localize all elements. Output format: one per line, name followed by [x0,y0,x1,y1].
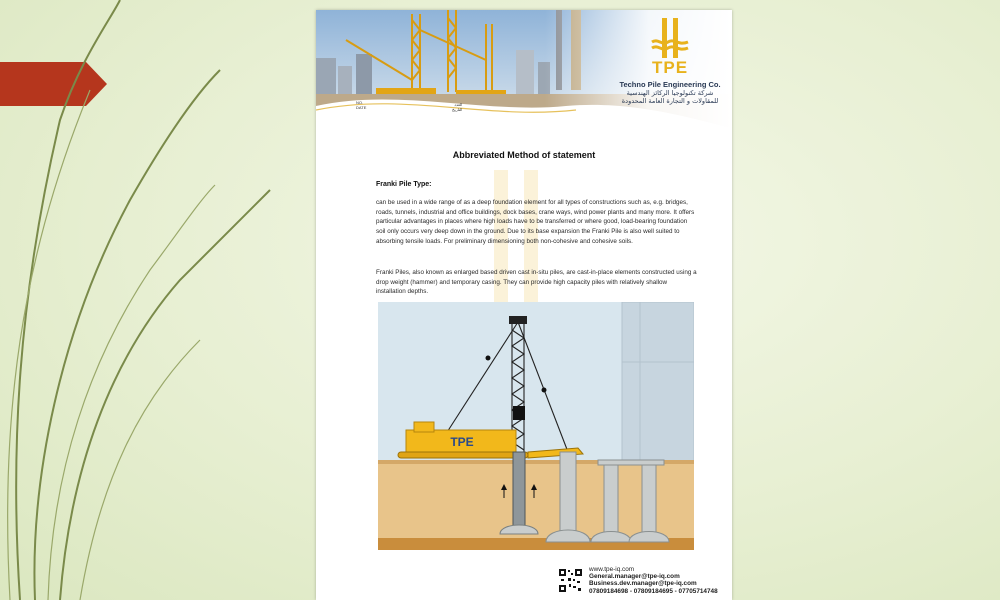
footer-contacts [589,566,718,595]
website-link[interactable]: www.tpe-iq.com [589,566,635,573]
qr-code-icon [559,569,582,592]
phone-numbers: 07809184698 - 07809184695 - 07705714748 [589,587,718,595]
no-label: NO. [356,100,364,105]
ar-no-label: العدد [454,102,463,107]
date-label: DATE [356,105,367,110]
paragraph-2: Franki Piles, also known as enlarged based driven cast in-situ piles, are cast-in-place elements constructed using a drop weight (hammer) and temporary casing. They can provide high capacity piles with relatively shallow installation depths. [376,269,697,296]
section-heading: Franki Pile Type: [376,181,432,188]
ar-date-label: التاريخ [452,107,463,112]
company-name-ar-line2: للمقاولات و التجارة العامة المحدودة [621,97,719,105]
logo-text: TPE [651,58,689,77]
meta-labels-ar [452,102,462,112]
company-name-ar-line1: شركة تكنولوجيا الركائز الهندسية [626,89,714,97]
decorative-vines [0,0,320,600]
paragraph-1: can be used in a wide range of as a deep foundation element for all types of constructions such as, e.g. bridges, roads, tunnels, industrial and office buildings, dock bases, crane ways, wind power plants and many more. It offers particular advantages in places where high loads have to be transferred or where good, load-bearing foundation soil only occurs very deep down in the ground. Due to its base expansion the Franki Pile is also well suited to absorbing tensile loads. For preliminary dimensioning both non-cohesive and cohesive soils. [376,199,695,245]
rig-label: TPE [450,435,474,449]
email-general-link[interactable]: General.manager@tpe-iq.com [589,573,680,581]
tpe-logo-icon [648,16,692,60]
document-title: Abbreviated Method of statement [452,150,596,160]
company-logo [612,16,728,126]
franki-pile-illustration [378,302,694,550]
email-business-link[interactable]: Business.dev.manager@tpe-iq.com [589,580,697,588]
company-name-en: Techno Pile Engineering Co. [619,80,721,89]
meta-labels-en [356,100,366,110]
document-page [316,10,732,600]
